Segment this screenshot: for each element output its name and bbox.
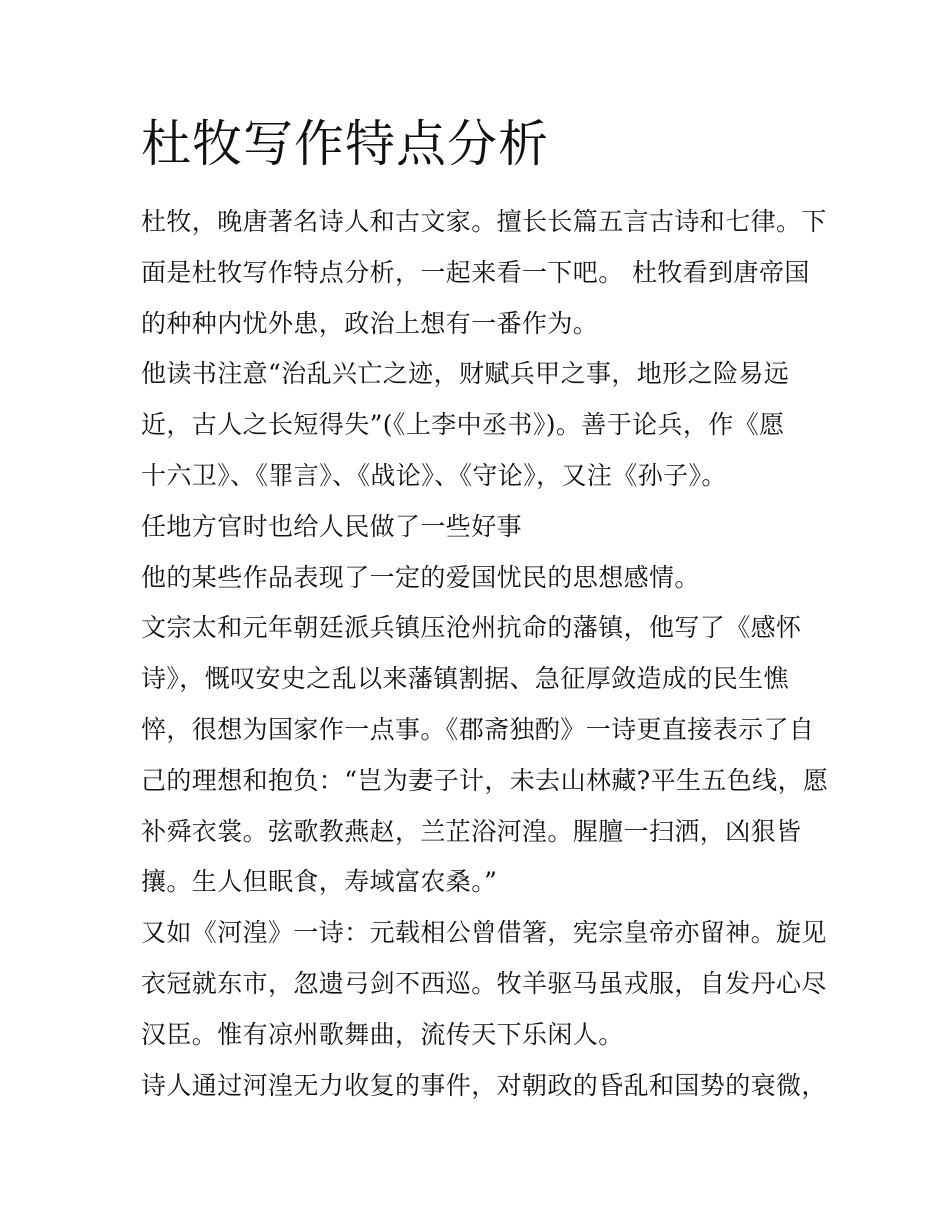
text-line-12: 己的理想和抱负：“岂为妻子计，未去山林藏?平生五色线，愿 [141,765,829,795]
text-line-5: 近，古人之长短得失”(《上李中丞书》)。善于论兵，作《愿 [141,410,785,440]
text-line-15: 又如《河湟》一诗：元载相公曾借箸，宪宗皇帝亦留神。旋见 [141,918,827,948]
text-line-14: 攘。生人但眠食，寿域富农桑。” [141,867,498,897]
text-line-10: 诗》，慨叹安史之乱以来藩镇割据、急征厚敛造成的民生憔 [141,664,789,694]
text-line-3: 的种种内忧外患，政治上想有一番作为。 [141,308,599,338]
text-line-4: 他读书注意“治乱兴亡之迹，财赋兵甲之事，地形之险易远 [141,359,790,389]
text-line-8: 他的某些作品表现了一定的爱国忧民的思想感情。 [141,562,700,592]
text-line-13: 补舜衣裳。弦歌教燕赵，兰芷浴河湟。腥膻一扫洒，凶狠皆 [141,816,802,846]
document-body [141,197,829,1111]
text-line-16: 衣冠就东市，忽遗弓剑不西巡。牧羊驱马虽戎服，自发丹心尽 [141,968,827,998]
text-line-9: 文宗太和元年朝廷派兵镇压沧州抗命的藩镇，他写了《感怀 [141,613,802,643]
text-line-2: 面是杜牧写作特点分析，一起来看一下吧。 杜牧看到唐帝国 [141,257,810,287]
text-line-1: 杜牧，晚唐著名诗人和古文家。擅长长篇五言古诗和七律。下 [141,207,827,236]
text-line-17: 汉臣。惟有凉州歌舞曲，流传天下乐闲人。 [141,1019,624,1049]
text-line-11: 悴，很想为国家作一点事。《郡斋独酌》一诗更直接表示了自 [141,714,815,744]
document-title: 杜牧写作特点分析 [141,115,549,173]
text-line-7: 任地方官时也给人民做了一些好事 [141,511,523,541]
text-line-18: 诗人通过河湟无力收复的事件，对朝政的昏乱和国势的衰微， [141,1070,827,1100]
text-line-6: 十六卫》、《罪言》、《战论》、《守论》，又注《孙子》。 [141,460,727,490]
